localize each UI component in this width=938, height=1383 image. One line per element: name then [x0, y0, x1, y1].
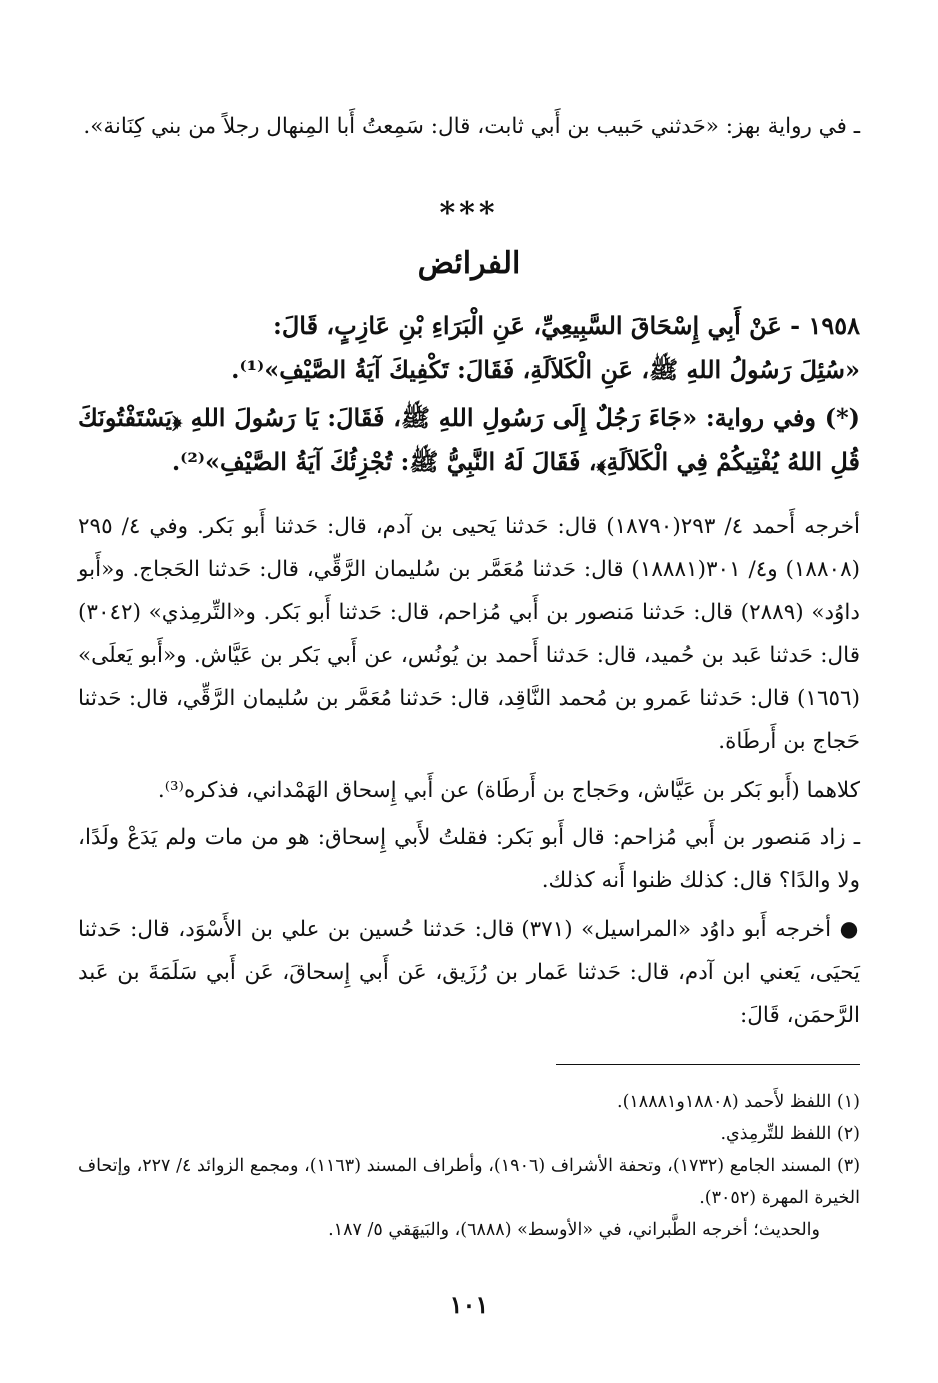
section-separator: *** [439, 196, 499, 231]
page-number: ١٠١ [449, 1290, 489, 1319]
hadith-chain: عَنْ أَبِي إِسْحَاقَ السَّبِيعِيِّ، عَنِ الْبَرَاءِ بْنِ عَازِبٍ، قَالَ: [272, 311, 782, 340]
footnote-1: (١) اللفظ لأَحمد (١٨٨٠٨و١٨٨٨١). [617, 1092, 860, 1112]
footnotes [78, 1086, 860, 1246]
hadith-text: «سُئِلَ رَسُولُ اللهِ ﷺ، عَنِ الْكَلاَلَةِ، فَقَالَ: تَكْفِيكَ آيَةُ الصَّيْفِ»⁽¹⁾. [231, 355, 860, 384]
footnote-3: (٣) المسند الجامع (١٧٣٢)، وتحفة الأشراف (١٩٠٦)، وأطراف المسند (١١٦٣)، ومجمع الزوائد ٤/ ٢٢٧، وإتحاف الخيرة المهرة (٣٠٥٢). [78, 1156, 861, 1208]
hadith-variant: (*) وفي رواية: «جَاءَ رَجُلٌ إِلَى رَسُولِ اللهِ ﷺ، فَقَالَ: يَا رَسُولَ اللهِ ﴿يَسْتَفْتُونَكَ قُلِ اللهُ يُفْتِيكُمْ فِي الْكَلاَلَةِ﴾، فَقَالَ لَهُ النَّبِيُّ ﷺ: تُجْزِئُكَ آيَةُ الصَّيْفِ»⁽²⁾. [78, 403, 860, 476]
footnote-divider [556, 1064, 860, 1065]
hadith-heading: ١٩٥٨ - عَنْ أَبِي إِسْحَاقَ السَّبِيعِيِّ، عَنِ الْبَرَاءِ بْنِ عَازِبٍ، قَالَ: [272, 311, 860, 340]
takhrij-addition: ـ زاد مَنصور بن أَبي مُزاحم: قال أَبو بَكر: فقلتُ لأَبي إِسحاق: هو من مات ولم يَدَعْ ولَدًا، ولا والدًا؟ قال: كذلك ظنوا أَنه كذلك. [78, 825, 860, 893]
intro-paragraph [78, 105, 860, 148]
intro-text: ـ في رواية بهز: «حَدثني حَبيب بن أَبي ثابت، قال: سَمِعتُ أَبا المِنهال رجلاً من بني كِنَانة». [83, 114, 860, 139]
hadith-block [78, 304, 860, 484]
takhrij-both: كلاهما (أَبو بَكر بن عَيَّاش، وحَجاج بن أَرطَاة) عن أَبي إِسحاق الهَمْداني، فذكره⁽³⁾. [157, 778, 860, 803]
footnote-2: (٢) اللفظ للتِّرمِذي. [720, 1124, 860, 1144]
footnote-3-continuation: والحديث؛ أخرجه الطَّبراني، في «الأوسط» (٦٨٨٨)، والبَيهَقي ٥/ ١٨٧. [328, 1220, 820, 1240]
section-title: الفرائض [417, 246, 521, 281]
takhrij-main: أخرجه أَحمد ٤/ ٢٩٣(١٨٧٩٠) قال: حَدثنا يَحيى بن آدم، قال: حَدثنا أَبو بَكر. وفي ٤/ ٢٩٥ (١٨٨٠٨) و٤/ ٣٠١(١٨٨٨١) قال: حَدثنا مُعَمَّر بن سُليمان الرَّقِّي، قال: حَدثنا الحَجاج. و«أَبو داوُد» (٢٨٨٩) قال: حَدثنا مَنصور بن أَبي مُزاحم، قال: حَدثنا أَبو بَكر. و«التِّرمِذي» (٣٠٤٢) قال: حَدثنا عَبد بن حُميد، قال: حَدثنا أَحمد بن يُونُس، عن أَبي بَكر بن عَيَّاش. و«أَبو يَعلَى» (١٦٥٦) قال: حَدثنا عَمرو بن مُحمد النَّاقِد، قال: حَدثنا مُعَمَّر بن سُليمان الرَّقِّي، قال: حَدثنا حَجاج بن أَرطَاة. [78, 514, 861, 754]
takhrij-block [78, 505, 860, 1037]
hadith-number: ١٩٥٨ [808, 311, 860, 340]
takhrij-mursal: ● أخرجه أَبو داوُد «المراسيل» (٣٧١) قال: حَدثنا حُسين بن علي بن الأَسْوَد، قال: حَدثنا يَحيَى، يَعني ابن آدم، قال: حَدثنا عَمار بن رُزَيق، عَن أَبي إِسحاقَ، عَن أَبي سَلَمَةَ بن عَبد الرَّحمَن، قَالَ: [78, 917, 860, 1028]
